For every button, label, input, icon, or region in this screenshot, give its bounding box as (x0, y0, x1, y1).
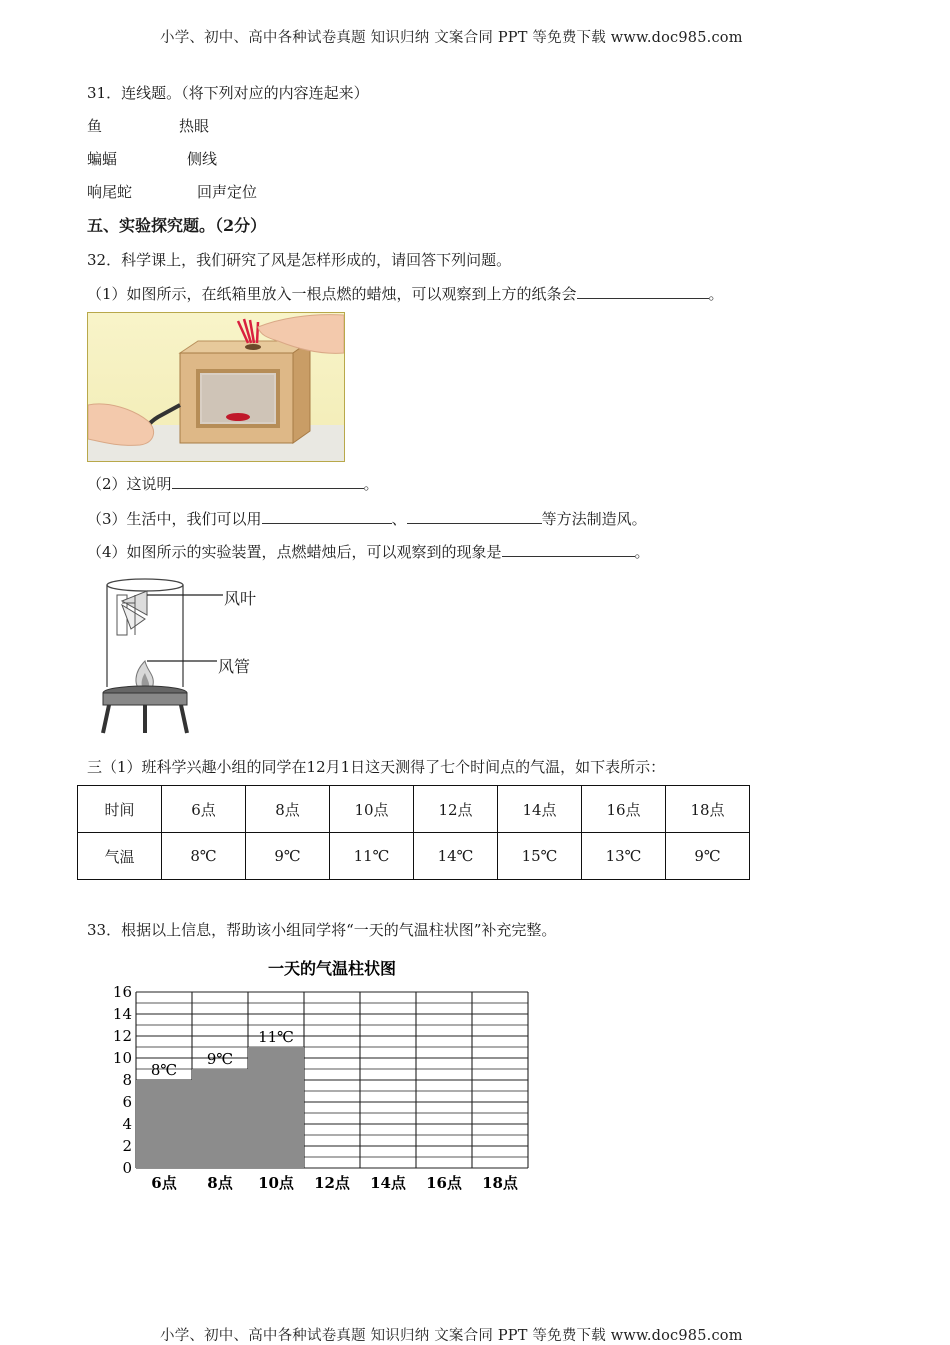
label-fan-blade: 风叶 (224, 589, 257, 608)
q31-right-1: 热眼 (179, 117, 210, 135)
q32-part4-text: （4）如图所示的实验装置，点燃蜡烛后，可以观察到的现象是 (87, 543, 502, 561)
table-cell-time: 6点 (162, 786, 246, 833)
answer-blank-5[interactable] (502, 542, 635, 557)
table-cell-temp: 9℃ (246, 833, 330, 880)
q31-right-2: 侧线 (187, 150, 218, 168)
chart-xtick-label: 8点 (207, 1174, 233, 1192)
chart-ytick-label: 6 (122, 1093, 132, 1111)
table-row-header-temp: 气温 (78, 833, 162, 880)
chart-ytick-label: 14 (112, 1005, 132, 1023)
q32-part4-end: 。 (634, 543, 650, 561)
q32-part3-mid: 、 (391, 510, 407, 528)
q31-left-2: 蝙蝠 (87, 150, 118, 168)
q31-right-3: 回声定位 (197, 183, 258, 201)
table-cell-temp: 11℃ (330, 833, 414, 880)
q33-title: 33．根据以上信息，帮助该小组同学将“一天的气温柱状图”补充完整。 (87, 921, 557, 939)
chart-value-label: 11℃ (258, 1028, 294, 1046)
page-header: 小学、初中、高中各种试卷真题 知识归纳 文案合同 PPT 等免费下载 www.doc985.com (160, 30, 743, 46)
table-cell-time: 14点 (498, 786, 582, 833)
chart-bar (248, 1047, 304, 1168)
q32-part3-end: 等方法制造风。 (541, 510, 647, 528)
chart-ytick-label: 4 (122, 1115, 132, 1133)
table-row-header-time: 时间 (78, 786, 162, 833)
label-wind-tube: 风管 (218, 657, 251, 676)
q32-part3 (87, 508, 647, 529)
q32-title: 32．科学课上，我们研究了风是怎样形成的，请回答下列问题。 (87, 251, 512, 269)
q31-title: 31．连线题。（将下列对应的内容连起来） (87, 84, 369, 102)
page-footer: 小学、初中、高中各种试卷真题 知识归纳 文案合同 PPT 等免费下载 www.doc985.com (160, 1328, 743, 1344)
q32-part3-text: （3）生活中，我们可以用 (87, 510, 262, 528)
chart-xtick-label: 12点 (314, 1174, 350, 1192)
chart-value-label: 8℃ (150, 1061, 178, 1079)
table-cell-time: 12点 (414, 786, 498, 833)
q32-part1-text: （1）如图所示，在纸箱里放入一根点燃的蜡烛，可以观察到上方的纸条会 (87, 285, 577, 303)
answer-blank-2[interactable] (172, 474, 364, 489)
chart-ytick-label: 8 (122, 1071, 132, 1089)
chart-xtick-label: 6点 (151, 1174, 177, 1192)
q32-part2-text: （2）这说明 (87, 475, 172, 493)
chart-xtick-label: 10点 (258, 1174, 294, 1192)
chart-ytick-label: 12 (112, 1027, 132, 1045)
table-cell-temp: 8℃ (162, 833, 246, 880)
table-cell-temp: 9℃ (666, 833, 750, 880)
chart-ytick-label: 2 (122, 1137, 132, 1155)
box-experiment-illustration (88, 313, 344, 461)
chart-bar (192, 1069, 248, 1168)
q32-part1 (87, 283, 724, 304)
temperature-bar-chart (100, 950, 540, 1200)
chart-xtick-label: 14点 (370, 1174, 406, 1192)
chart-bar (136, 1080, 192, 1168)
q32-part4 (87, 541, 650, 562)
answer-blank-4[interactable] (407, 509, 542, 524)
table-cell-temp: 15℃ (498, 833, 582, 880)
answer-blank-3[interactable] (262, 509, 392, 524)
q31-left-3: 响尾蛇 (87, 183, 133, 201)
table-cell-time: 18点 (666, 786, 750, 833)
wind-tube-apparatus (95, 575, 295, 740)
chart-value-label: 9℃ (206, 1050, 234, 1068)
chart-xtick-label: 16点 (426, 1174, 462, 1192)
table-cell-time: 8点 (246, 786, 330, 833)
answer-blank-1[interactable] (577, 284, 709, 299)
q32-part2 (87, 473, 379, 494)
chart-xticks (151, 1174, 519, 1192)
chart-ytick-label: 10 (112, 1049, 132, 1067)
chart-xtick-label: 18点 (482, 1174, 518, 1192)
box-experiment-photo (87, 312, 345, 462)
q32-part2-end: 。 (363, 475, 379, 493)
table-cell-temp: 14℃ (414, 833, 498, 880)
table-intro: 三（1）班科学兴趣小组的同学在12月1日这天测得了七个时间点的气温，如下表所示： (87, 758, 666, 776)
q31-left-1: 鱼 (87, 117, 103, 135)
table-row (78, 786, 750, 833)
q32-part1-end: 。 (708, 285, 724, 303)
temperature-table (77, 785, 750, 880)
table-cell-temp: 13℃ (582, 833, 666, 880)
table-cell-time: 16点 (582, 786, 666, 833)
chart-yticks (113, 983, 132, 1177)
chart-ytick-label: 16 (112, 983, 132, 1001)
section-title: 五、实验探究题。（2分） (87, 216, 267, 235)
chart-title: 一天的气温柱状图 (267, 959, 397, 978)
table-row (78, 833, 750, 880)
chart-ytick-label: 0 (122, 1159, 132, 1177)
table-cell-time: 10点 (330, 786, 414, 833)
